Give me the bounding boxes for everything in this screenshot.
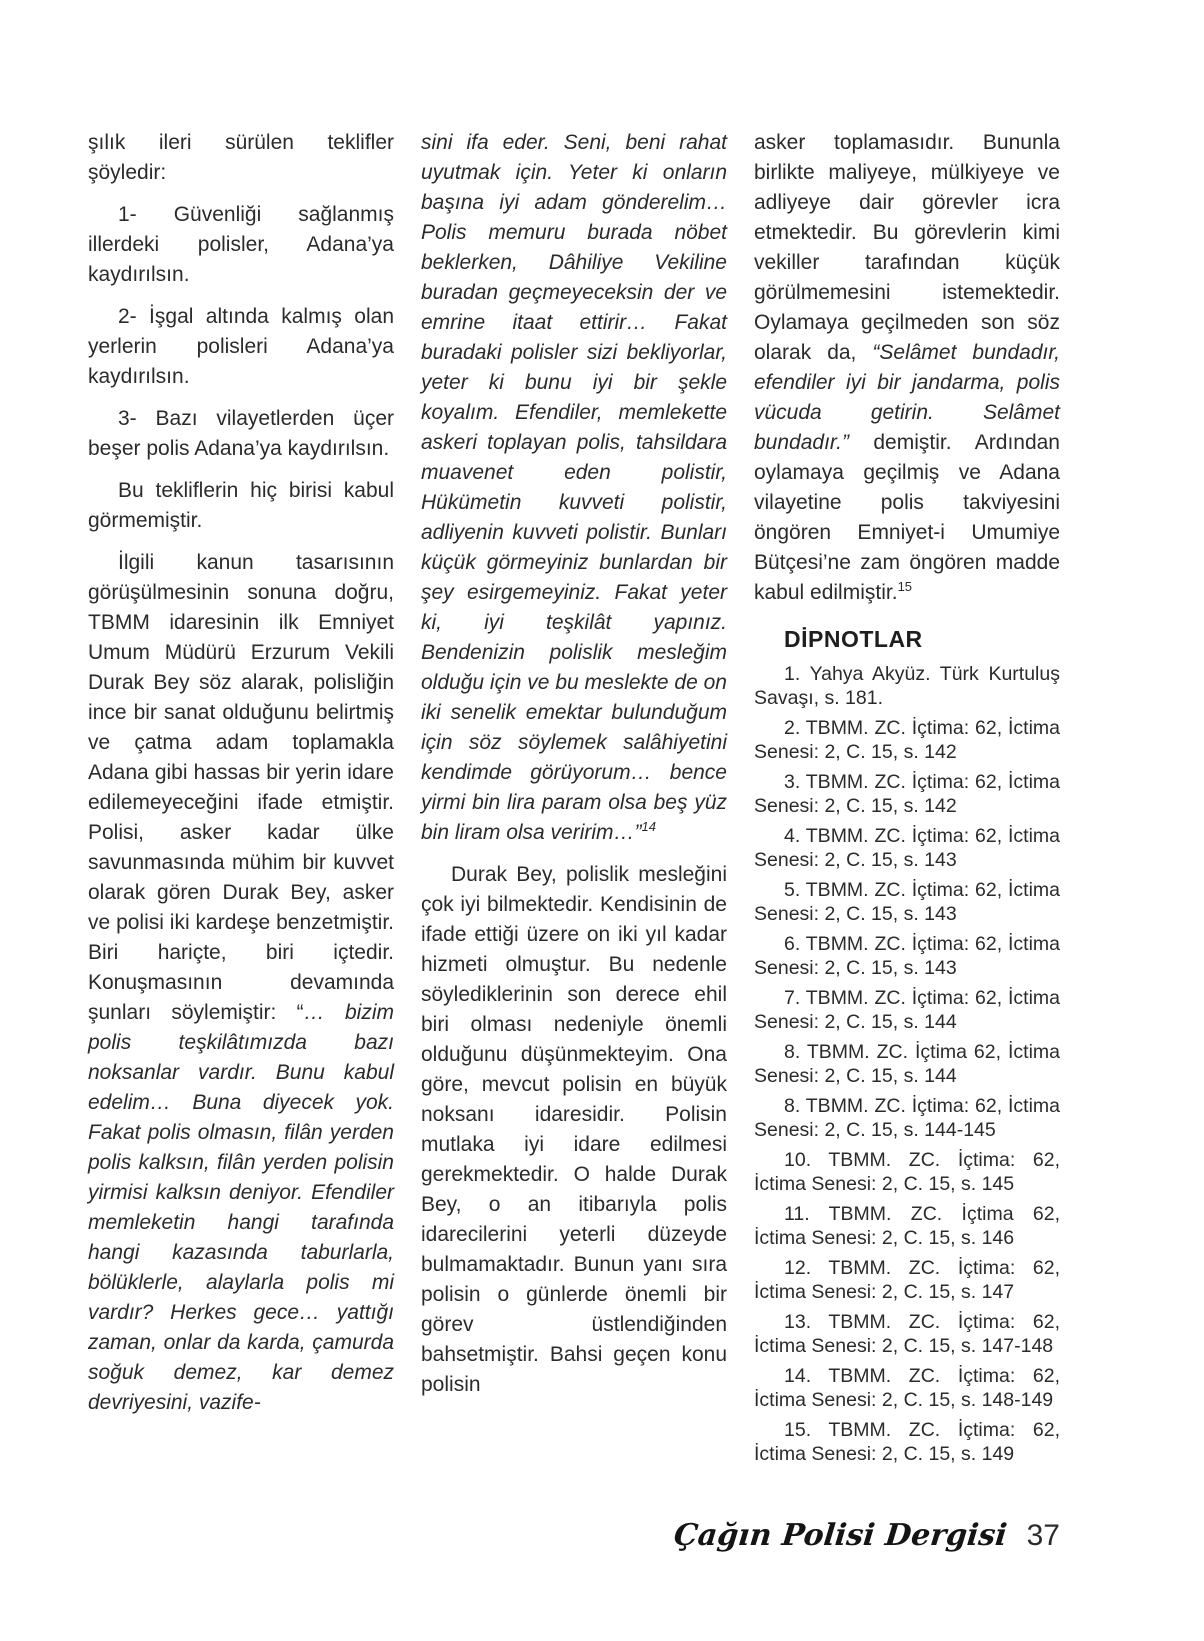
- paragraph: 3- Bazı vilayetlerden üçer beşer polis Adana’ya kaydırılsın.: [88, 407, 394, 460]
- paragraph: şılık ileri sürülen teklifler şöyledir:: [88, 131, 394, 184]
- dipnotlar-heading: DİPNOTLAR: [784, 626, 923, 652]
- footnote-item: 8. TBMM. ZC. İçtima: 62, İctima Senesi: 2, C. 15, s. 144-145: [754, 1095, 1060, 1141]
- paragraph: [421, 128, 727, 848]
- footnote-item: 7. TBMM. ZC. İçtima: 62, İctima Senesi: 2, C. 15, s. 144: [754, 987, 1060, 1033]
- paragraph: 1- Güvenliği sağlanmış illerdeki polisler, Adana’ya kaydırılsın.: [88, 203, 394, 286]
- quote-text: “Selâmet bundadır, efendiler iyi bir jandarma, polis vücuda getirin. Selâmet bundadır.”: [754, 341, 1060, 454]
- footnote-item: 4. TBMM. ZC. İçtima: 62, İctima Senesi: 2, C. 15, s. 143: [754, 825, 1060, 871]
- page-footer: [88, 1518, 1060, 1553]
- paragraph: Durak Bey, polislik mesleğini çok iyi bilmektedir. Kendisinin de ifade ettiği üzere on iki yıl kadar hizmeti olmuştur. Bu nedenle söylediklerinin son derece ehil biri olması nedeniyle önemli olduğunu düşünmekteyim. Ona göre, mevcut polisin en büyük noksanı idaresidir. Polisin mutlaka iyi idare edilmesi gerekmektedir. O halde Durak Bey, o an itibarıyla polis idarecilerini yeterli düzeyde bulmamaktadır. Bunun yanı sıra polisin o günlerde önemli bir görev üstlendiğinden bahsetmiştir. Bahsi geçen konu polisin: [421, 863, 727, 1396]
- article-body: [88, 128, 1060, 1466]
- quote-text: … bizim polis teşkilâtımızda bazı noksanlar vardır. Bunu kabul edelim… Buna diyecek yok. Fakat polis olmasın, filân yerden polis kalksın, filân yerden polisin yirmisi kalksın deniyor. Efendiler memleketin hangi tarafında hangi kazasında taburlarla, bölüklerle, alaylarla polis mi vardır? Herkes gece… yattığı zaman, onlar da karda, çamurda soğuk demez, kar demez devriyesini, vazife-: [88, 1001, 394, 1414]
- footnote-item: 15. TBMM. ZC. İçtima: 62, İctima Senesi: 2, C. 15, s. 149: [754, 1419, 1060, 1465]
- footnote-item: 14. TBMM. ZC. İçtima: 62, İctima Senesi: 2, C. 15, s. 148-149: [754, 1365, 1060, 1411]
- footnote-item: 3. TBMM. ZC. İçtima: 62, İctima Senesi: 2, C. 15, s. 142: [754, 771, 1060, 817]
- paragraph-text: demiştir. Ardından oylamaya geçilmiş ve Adana vilayetine polis takviyesini öngören Emniyet-i Umumiye Bütçesi’ne zam öngören madde kabul edilmiştir.: [754, 431, 1060, 604]
- footnote-reference: 14: [641, 819, 656, 834]
- paragraph: [754, 128, 1060, 608]
- footnote-item: 8. TBMM. ZC. İçtima 62, İctima Senesi: 2, C. 15, s. 144: [754, 1041, 1060, 1087]
- footnote-item: 6. TBMM. ZC. İçtima: 62, İctima Senesi: 2, C. 15, s. 143: [754, 933, 1060, 979]
- page-number: 37: [1026, 1519, 1060, 1552]
- paragraph: 2- İşgal altında kalmış olan yerlerin polisleri Adana’ya kaydırılsın.: [88, 305, 394, 388]
- footnote-item: 13. TBMM. ZC. İçtima: 62, İctima Senesi: 2, C. 15, s. 147-148: [754, 1311, 1060, 1357]
- footnote-item: 5. TBMM. ZC. İçtima: 62, İctima Senesi: 2, C. 15, s. 143: [754, 879, 1060, 925]
- footnote-reference: 15: [897, 579, 913, 594]
- column-3: [754, 128, 1060, 1466]
- footnote-item: 10. TBMM. ZC. İçtima: 62, İctima Senesi: 2, C. 15, s. 145: [754, 1149, 1060, 1195]
- journal-name: Çağın Polisi Dergisi: [671, 1518, 1009, 1553]
- paragraph: Bu tekliflerin hiç birisi kabul görmemiştir.: [88, 479, 394, 532]
- paragraph: [88, 548, 394, 1418]
- footnote-item: 1. Yahya Akyüz. Türk Kurtuluş Savaşı, s. 181.: [754, 663, 1060, 709]
- quote-text: sini ifa eder. Seni, beni rahat uyutmak için. Yeter ki onların başına iyi adam gönderelim… Polis memuru burada nöbet beklerken, Dâhiliye Vekiline buradan geçmeyeceksin der ve emrine itaat ettirir… Fakat buradaki polisler sizi bekliyorlar, yeter ki bunu iyi bir şekle koyalım. Efendiler, memlekette askeri toplayan polis, tahsildara muavenet eden polistir, Hükümetin kuvveti polistir, adliyenin kuvveti polistir. Bunları küçük görmeyiniz bunlardan bir şey esirgemeyiniz. Fakat yeter ki, iyi teşkilât yapınız. Bendenizin polislik mesleğim olduğu için ve bu meslekte de on iki senelik emektar bulunduğum için söz söylemek salâhiyetini kendimde görüyorum… bence yirmi bin lira param olsa beş yüz bin liram olsa veririm…”: [421, 131, 727, 844]
- footnote-item: 2. TBMM. ZC. İçtima: 62, İctima Senesi: 2, C. 15, s. 142: [754, 717, 1060, 763]
- footnote-item: 11. TBMM. ZC. İçtima 62, İctima Senesi: 2, C. 15, s. 146: [754, 1203, 1060, 1249]
- column-2: [421, 128, 727, 1466]
- paragraph-text: İlgili kanun tasarısının görüşülmesinin sonuna doğru, TBMM idaresinin ilk Emniyet Umum Müdürü Erzurum Vekili Durak Bey söz alarak, polisliğin ince bir sanat olduğunu belirtmiş ve çatma adam toplamakla Adana gibi hassas bir yerin idare edilemeyeceğini ifade etmiştir. Polisi, asker kadar ülke savunmasında mühim bir kuvvet olarak gören Durak Bey, asker ve polisi iki kardeşe benzetmiştir. Biri hariçte, biri içtedir. Konuşmasının devamında şunları söylemiştir: “: [88, 551, 394, 1024]
- paragraph-text: asker toplamasıdır. Bununla birlikte maliyeye, mülkiyeye ve adliyeye dair görevler icra etmektedir. Bu görevlerin kimi vekiller tarafından küçük görülmemesini istemektedir. Oylamaya geçilmeden son söz olarak da,: [754, 131, 1060, 364]
- footnote-item: 12. TBMM. ZC. İçtima: 62, İctima Senesi: 2, C. 15, s. 147: [754, 1257, 1060, 1303]
- column-1: [88, 128, 394, 1466]
